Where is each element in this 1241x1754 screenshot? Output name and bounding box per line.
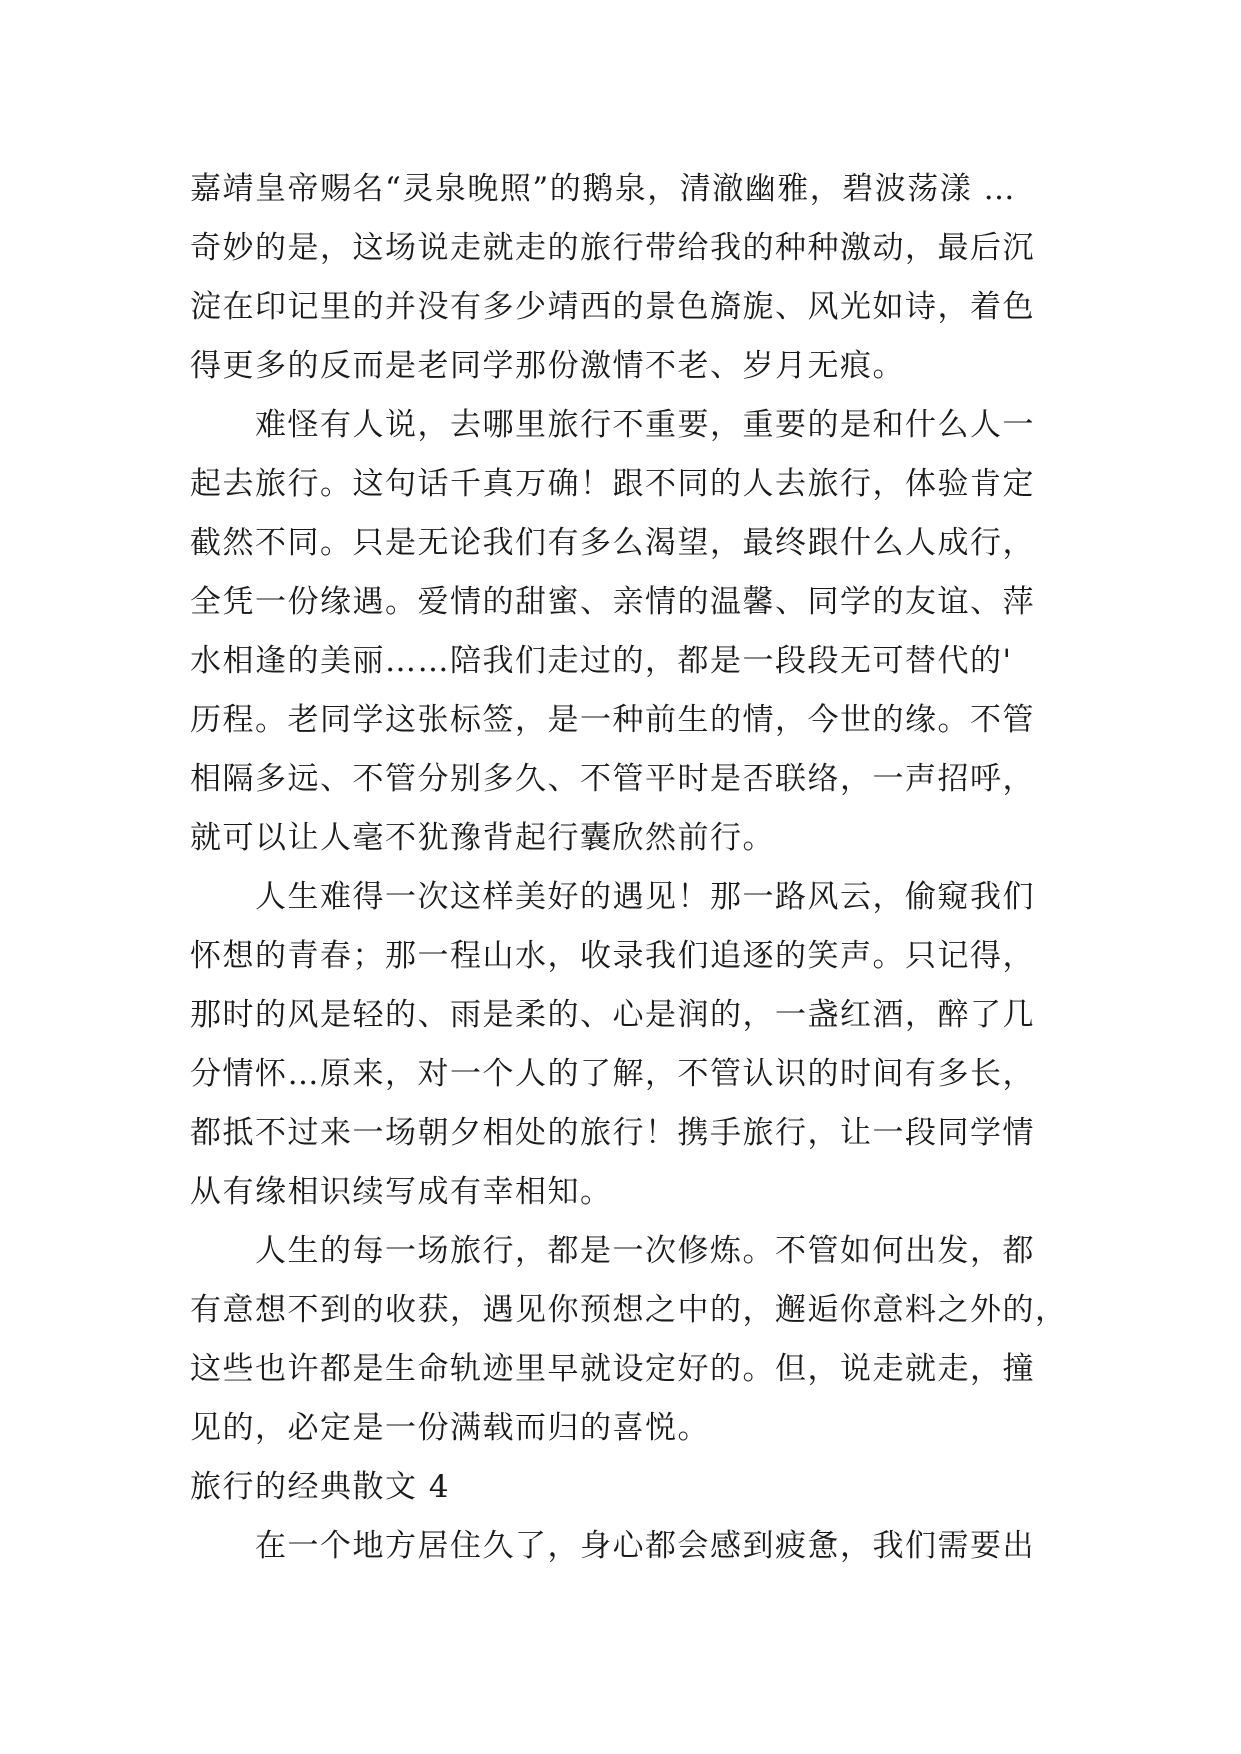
paragraph-line: 历程。老同学这张标签，是一种前生的情，今世的缘。不管 [190,702,1035,738]
section-heading: 旅行的经典散文 4 [190,1469,451,1505]
paragraph-line: 有意想不到的收获，遇见你预想之中的，邂逅你意料之外的， [190,1292,1068,1328]
paragraph-line: 就可以让人毫不犹豫背起行囊欣然前行。 [190,820,775,856]
paragraph-line: 难怪有人说，去哪里旅行不重要，重要的是和什么人一 [255,407,1035,443]
paragraph-line: 相隔多远、不管分别多久、不管平时是否联络，一声招呼， [190,761,1035,797]
paragraph-line: 分情怀…原来，对一个人的了解，不管认识的时间有多长， [190,1056,1035,1092]
paragraph-line: 得更多的反而是老同学那份激情不老、岁月无痕。 [190,348,905,384]
paragraph-line: 奇妙的是，这场说走就走的旅行带给我的种种激动，最后沉 [190,230,1035,266]
paragraph-line: 这些也许都是生命轨迹里早就设定好的。但，说走就走，撞 [190,1351,1035,1387]
paragraph-line: 全凭一份缘遇。爱情的甜蜜、亲情的温馨、同学的友谊、萍 [190,584,1035,620]
paragraph-line: 人生难得一次这样美好的遇见！那一路风云，偷窥我们 [255,879,1035,915]
paragraph-line: 水相逢的美丽……陪我们走过的，都是一段段无可替代的' [190,643,1013,679]
paragraph-line: 那时的风是轻的、雨是柔的、心是润的，一盏红酒，醉了几 [190,997,1035,1033]
paragraph-line: 怀想的青春；那一程山水，收录我们追逐的笑声。只记得， [190,938,1035,974]
paragraph-line: 见的，必定是一份满载而归的喜悦。 [190,1410,710,1446]
document-body [190,160,1070,1576]
paragraph-line: 淀在印记里的并没有多少靖西的景色旖旎、风光如诗，着色 [190,289,1035,325]
paragraph-line: 起去旅行。这句话千真万确！跟不同的人去旅行，体验肯定 [190,466,1035,502]
paragraph-line: 人生的每一场旅行，都是一次修炼。不管如何出发，都 [255,1233,1035,1269]
paragraph-line: 从有缘相识续写成有幸相知。 [190,1174,613,1210]
paragraph-line: 在一个地方居住久了，身心都会感到疲惫，我们需要出 [255,1528,1035,1564]
paragraph-line: 截然不同。只是无论我们有多么渴望，最终跟什么人成行， [190,525,1035,561]
paragraph-line: 嘉靖皇帝赐名“灵泉晚照”的鹅泉，清澈幽雅，碧波荡漾 … [190,171,1017,207]
paragraph-line: 都抵不过来一场朝夕相处的旅行！携手旅行，让一段同学情 [190,1115,1035,1151]
